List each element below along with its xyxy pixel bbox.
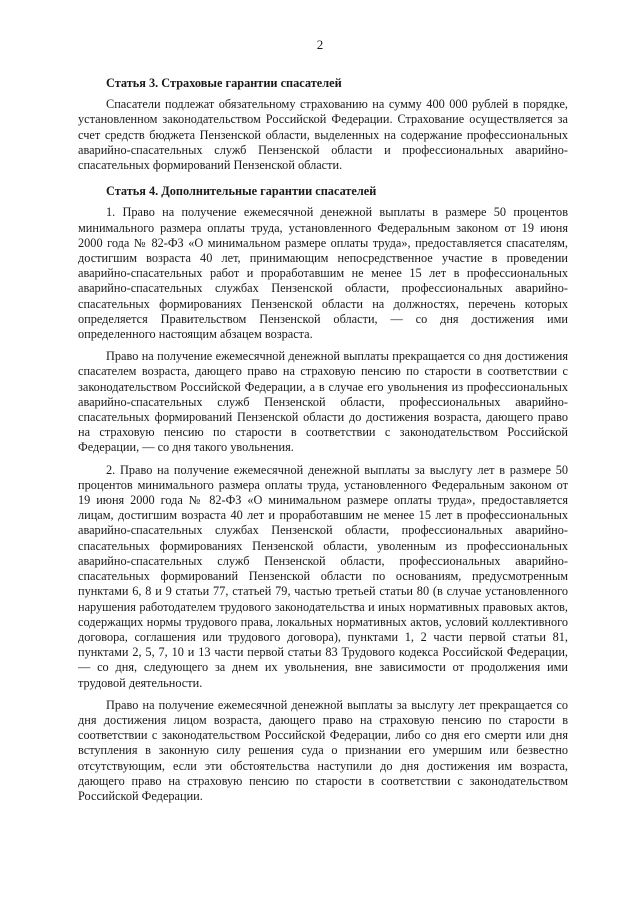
article-4-paragraph-4: Право на получение ежемесячной денежной выплаты за выслугу лет прекращается со дня достижения лицом возраста, дающего право на страховую пенсию по старости в соответствии с законодательством Российской Федерации, либо со дня его смерти или дня вступления в законную силу решения суда о признании его умершим или безвестно отсутствующим, если эти обстоятельства наступили до дня достижения им возраста, дающего право на страховую пенсию по старости в соответствии с законодательством Российской Федерации. xyxy=(78,697,568,803)
article-3-title: Статья 3. Страховые гарантии спасателей xyxy=(106,76,342,90)
article-4-paragraph-3: 2. Право на получение ежемесячной денежной выплаты за выслугу лет в размере 50 процентов минимального размера оплаты труда, установленного Федеральным законом от 19 июня 2000 года № 82-ФЗ «О минимальном размере оплаты труда», предоставляется лицам, достигшим возраста 40 лет и проработавшим не менее 15 лет в профессиональных аварийно-спасательных службах Пензенской области, профессиональных аварийно-спасательных формированиях Пензенской области, уволенным из профессиональных аварийно-спасательных служб Пензенской области, профессиональных аварийно-спасательных формирований Пензенской области по основаниям, предусмотренным пунктами 6, 8 и 9 статьи 77, статьей 79, частью третьей статьи 80 (в случае установленного нарушения работодателем трудового законодательства и иных нормативных правовых актов, содержащих нормы трудового права, локальных нормативных актов, условий коллективного договора, соглашения или трудового договора), пунктами 1, 2 части первой статьи 81, пунктами 2, 5, 7, 10 и 13 части первой статьи 83 Трудового кодекса Российской Федерации, — со дня, следующего за днем их увольнения, вне зависимости от продолжения ими трудовой деятельности. xyxy=(78,462,568,690)
article-3-paragraph-1: Спасатели подлежат обязательному страхованию на сумму 400 000 рублей в порядке, установленном законодательством Российской Федерации. Страхование осуществляется за счет средств бюджета Пензенской области, выделенных на содержание профессиональных аварийно-спасательных служб Пензенской области и профессиональных аварийно-спасательных формирований Пензенской области. xyxy=(78,97,568,173)
article-4-paragraph-1: 1. Право на получение ежемесячной денежной выплаты в размере 50 процентов минимального размера оплаты труда, установленного Федеральным законом от 19 июня 2000 года № 82-ФЗ «О минимальном размере оплаты труда», предоставляется спасателям, достигшим возраста 40 лет, принимающим непосредственное участие в проведении аварийно-спасательных работ и проработавшим не менее 15 лет в профессиональных аварийно-спасательных службах Пензенской области, профессиональных аварийно-спасательных формированиях Пензенской области на должностях, перечень которых определяется Правительством Пензенской области, — со дня достижения ими определенного настоящим абзацем возраста. xyxy=(78,205,568,342)
article-4-title: Статья 4. Дополнительные гарантии спасателей xyxy=(106,184,377,199)
page-number: 2 xyxy=(316,37,324,52)
document-body xyxy=(78,76,568,804)
article-4-paragraph-2: Право на получение ежемесячной денежной выплаты прекращается со дня достижения спасателем возраста, дающего право на страховую пенсию по старости в соответствии с законодательством Российской Федерации, а в случае его увольнения из профессиональных аварийно-спасательных служб Пензенской области, профессиональных аварийно-спасательных формирований Пензенской области до достижения возраста, дающего право на страховую пенсию по старости в соответствии с законодательством Российской Федерации, — со дня такого увольнения. xyxy=(78,349,568,455)
